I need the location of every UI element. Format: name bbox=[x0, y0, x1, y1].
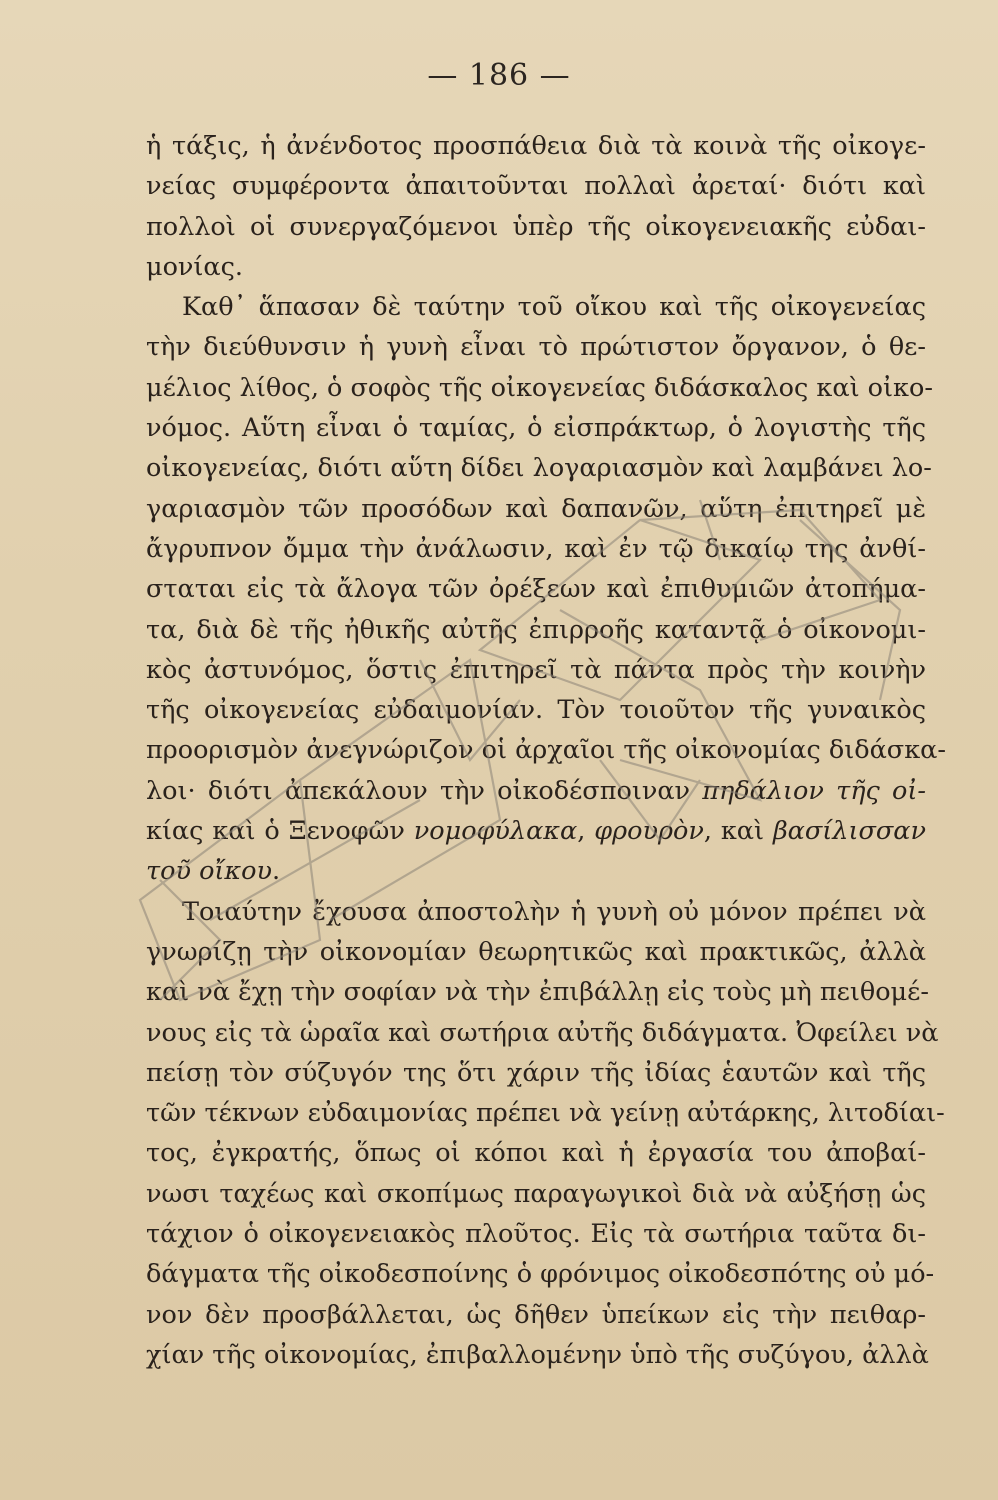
body-text bbox=[146, 126, 946, 1375]
text-line: γαριασμὸν τῶν προσόδων καὶ δαπανῶν, αὕτη ἐπιτηρεῖ μὲ bbox=[146, 493, 926, 524]
text-line: πολλοὶ οἱ συνεργαζόμενοι ὑπὲρ τῆς οἰκογενειακῆς εὐδαι- bbox=[146, 211, 926, 242]
text-line: τῆς οἰκογενείας εὐδαιμονίαν. Τὸν τοιοῦτον τῆς γυναικὸς bbox=[146, 695, 926, 726]
text-line: τάχιον ὁ οἰκογενειακὸς πλοῦτος. Εἰς τὰ σωτήρια ταῦτα δι- bbox=[146, 1219, 926, 1250]
text-line: μονίας. bbox=[146, 251, 244, 282]
text-line: Τοιαύτην ἔχουσα ἀποστολὴν ἡ γυνὴ οὐ μόνον πρέπει νὰ bbox=[182, 896, 926, 927]
text-line: ἄγρυπνον ὄμμα τὴν ἀνάλωσιν, καὶ ἐν τῷ δικαίῳ της ἀνθί- bbox=[146, 533, 926, 564]
text-line: τὴν διεύθυνσιν ἡ γυνὴ εἶναι τὸ πρώτιστον ὄργανον, ὁ θε- bbox=[146, 332, 926, 363]
text-line: σταται εἰς τὰ ἄλογα τῶν ὀρέξεων καὶ ἐπιθυμιῶν ἀτοπήμα- bbox=[146, 574, 926, 605]
page-number: — 186 — bbox=[427, 58, 571, 93]
text-line: τα, διὰ δὲ τῆς ἠθικῆς αὐτῆς ἐπιρροῆς καταντᾷ ὁ οἰκονομι- bbox=[146, 614, 926, 645]
text-line: μέλιος λίθος, ὁ σοφὸς τῆς οἰκογενείας διδάσκαλος καὶ οἰκο- bbox=[146, 372, 933, 403]
text-line: οἰκογενείας, διότι αὕτη δίδει λογαριασμὸν καὶ λαμβάνει λο- bbox=[146, 453, 932, 484]
text-line: νωσι ταχέως καὶ σκοπίμως παραγωγικοὶ διὰ νὰ αὐξήσῃ ὡς bbox=[146, 1178, 926, 1209]
text-line: τοῦ οἴκου. bbox=[146, 856, 281, 887]
text-line: νους εἰς τὰ ὡραῖα καὶ σωτήρια αὐτῆς διδάγματα. Ὀφείλει νὰ bbox=[146, 1017, 939, 1048]
text-line: δάγματα τῆς οἰκοδεσποίνης ὁ φρόνιμος οἰκοδεσπότης οὐ μό- bbox=[146, 1259, 935, 1290]
text-line: λοι· διότι ἀπεκάλουν τὴν οἰκοδέσποιναν πηδάλιον τῆς οἰ- bbox=[146, 775, 926, 806]
text-line: τῶν τέκνων εὐδαιμονίας πρέπει νὰ γείνῃ αὐτάρκης, λιτοδίαι- bbox=[146, 1098, 945, 1129]
text-line: Καθ᾽ ἅπασαν δὲ ταύτην τοῦ οἴκου καὶ τῆς οἰκογενείας bbox=[182, 292, 926, 323]
text-line: προορισμὸν ἀνεγνώριζον οἱ ἀρχαῖοι τῆς οἰκονομίας διδάσκα- bbox=[146, 735, 946, 766]
text-line: γνωρίζῃ τὴν οἰκονομίαν θεωρητικῶς καὶ πρακτικῶς, ἀλλὰ bbox=[146, 936, 926, 967]
text-line: νόμος. Αὕτη εἶναι ὁ ταμίας, ὁ εἰσπράκτωρ, ὁ λογιστὴς τῆς bbox=[146, 413, 926, 444]
text-line: κίας καὶ ὁ Ξενοφῶν νομοφύλακα, φρουρὸν, καὶ βασίλισσαν bbox=[146, 816, 926, 847]
text-line: καὶ νὰ ἔχῃ τὴν σοφίαν νὰ τὴν ἐπιβάλλῃ εἰς τοὺς μὴ πειθομέ- bbox=[146, 977, 929, 1008]
text-line: πείσῃ τὸν σύζυγόν της ὅτι χάριν τῆς ἰδίας ἑαυτῶν καὶ τῆς bbox=[146, 1057, 926, 1088]
text-line: ἡ τάξις, ἡ ἀνένδοτος προσπάθεια διὰ τὰ κοινὰ τῆς οἰκογε- bbox=[146, 131, 926, 161]
text-line: κὸς ἀστυνόμος, ὅστις ἐπιτηρεῖ τὰ πάντα πρὸς τὴν κοινὴν bbox=[146, 654, 926, 685]
text-line: νείας συμφέροντα ἀπαιτοῦνται πολλαὶ ἀρεταί· διότι καὶ bbox=[146, 171, 926, 202]
text-line: χίαν τῆς οἰκονομίας, ἐπιβαλλομένην ὑπὸ τῆς συζύγου, ἀλλὰ bbox=[146, 1339, 929, 1370]
text-line: νον δὲν προσβάλλεται, ὡς δῆθεν ὑπείκων εἰς τὴν πειθαρ- bbox=[146, 1299, 926, 1330]
text-line: τος, ἐγκρατής, ὅπως οἱ κόποι καὶ ἡ ἐργασία του ἀποβαί- bbox=[146, 1138, 926, 1169]
